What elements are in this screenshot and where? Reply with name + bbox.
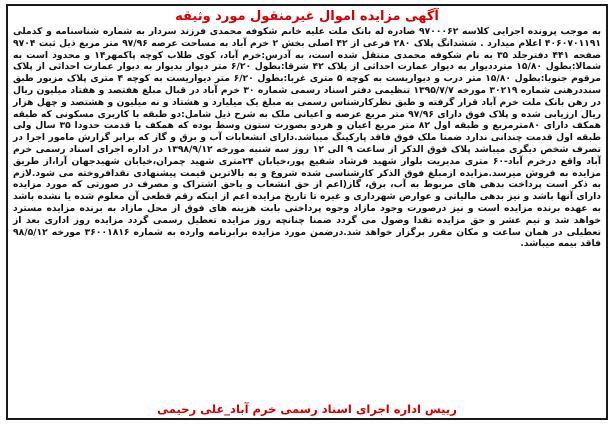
legal-notice [6, 4, 608, 420]
notice-title: آگهی مزایده اموال غیرمنقول مورد وثیقه [175, 9, 439, 24]
notice-body: به موجب پرونده اجرایی کلاسه ۹۷۰۰۰۶۲ صادره له بانک ملت علیه خانم شکوفه محمدی فرزند سردار به شماره شناسنامه و کدملی ۴۰۶۰۷۰۱۱۹۱ اعلام میدارد . ششدانگ پلاک ۲۸۰ فرعی از ۴۲ اصلی بخش ۲ خرم آباد به مساحت عرصه ۹۷/۹۶ متر مربع ذیل ثبت ۹۷۰۴ صفحه ۴۴۱ دفترجلد ۳۵ به نام شکوفه محمدی منتقل شده است، به آدرس:خرم آباد، کوی طلاب کوچه پاکمهر۱۴ و محدود است به شمالا:بطول ۱۵/۸۰ مترددیوار به دیوار عمارت احداثی از پلاک ۴۲ شرقا:بطول ۶/۲۰ متر دیوار بدیوار به دیوار عمارت احداثی از پلاک مرقوم جنوبا:بطول ۱۵/۸۰ متر درب و دیواریست به کوچه ۵ متری غربا:بطول ۶/۲۰ متر دیواریست به کوچه ۴ متری پلاک مزبور طبق سنددرهنی شماره ۳۰۲۱۹ مورخه ۱۳۹۵/۷/۷ تنظیمی دفتر اسناد رسمی شماره ۳۰ خرم آباد در قبال مبلغ هفتصد و هفتاد میلیون ریال در رهن بانک ملت خرم آباد قرار گرفته و طبق نظرکارشناس رسمی به مبلغ یک میلیارد و هشتاد و نه میلیون و هشتصد و چهل هزار ریال ارزیابی شده و پلاک فوق دارای ۹۷/۹۶ متر مربع عرصه و اعیانی ملک به شرح ذیل شامل:دو طبقه با کاربری مسکونی که طبقه همکف دارای ۸۰مترمربع و طبقه اول ۸۲ متر مربع اعیان و هردو بصورت ستون وسط بوده که همکف با قدمت حدودا ۳۵ سال ولی طبقه اول قدمت چندانی ندارد ضمنا ملک فوق فاقد پارکینگ میباشد.دارای انشعابات آب و برق و گاز که برابر گزارش مامور اجرا در تصرف شخص دیگری میباشد پلاک فوق الذکر از ساعت ۹ الی ۱۲ روز سه شنبه مورخه ۱۳۹۸/۹/۱۲ در اداره اجرای اسناد رسمی خرم آباد واقع درخرم آباد-۶۰ متری مدیریت بلوار شهید فرشاد شفیع پور،خیابان ۲۴متری شهید چمران،خیابان شهیدجهان آرا،از طریق مزایده به فروش میرسد.مزایده ازمبلغ فوق الذکر کارشناسی شده شروع و به بالاترین قیمت پیشنهادی نقدافروخته می شود.لازم به ذکر است پرداخت بدهی های مربوط به آب، برق، گاز(اعم از حق انشعاب و یاحق اشتراک و مصرف در صورتی که مورد مزایده دارای آنها باشد و نیز بدهی مالیاتی و عوارض شهرداری و غیره تا تاریخ مزایده اعم از اینکه رقم قطعی آن معلوم شده یا نشده باشد به عهده برنده مزایده است و نیز درصورت وجود مازاد وجوه پرداختی بابت هزینه های فوق از محل مازاد به برنده مزایده مسترد خواهد شد و نیم عشر و حق مزایده نقدا وصول می گردد ضمنا چنانچه روز مزایده تعطیل رسمی گردد مزایده روز اداری بعد از تعطیلی در همان ساعت و مکان مقرر برگزار خواهد شد.درضمن مورد مزایده برابرنامه وارده به شماره ۳۶۰۰۱۸۱۶ مورخه ۹۸/۵/۱۲ فاقد بیمه میباشد. [13, 26, 601, 250]
notice-signature: رییس اداره اجرای اسناد رسمی خرم آباد_علی رحیمی [157, 402, 457, 416]
